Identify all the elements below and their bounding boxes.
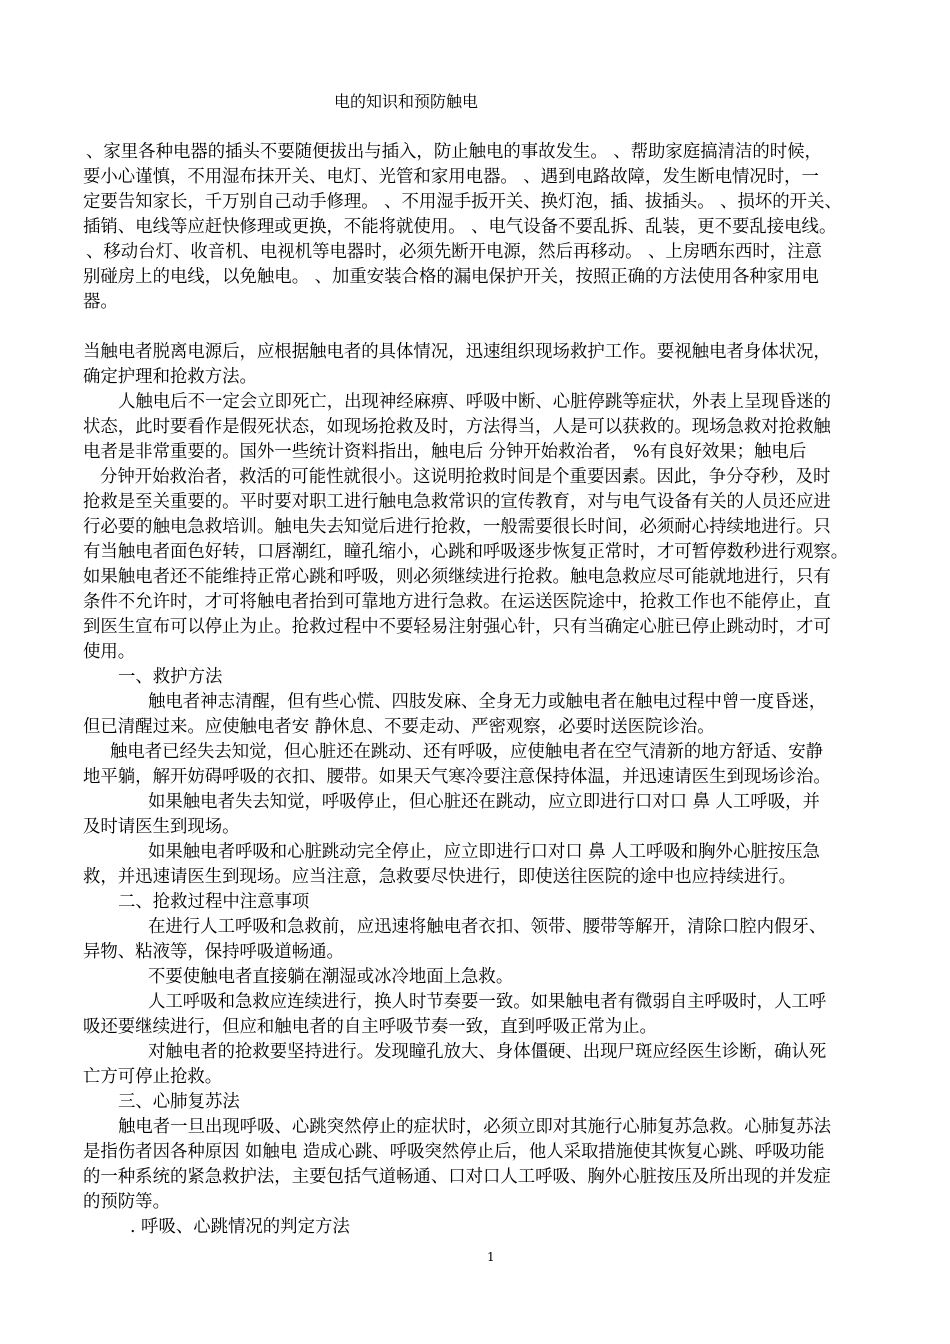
text-line: 定要告知家长，千万别自己动手修理。 、不用湿手扳开关、换灯泡，插、拔插头。 、损坏的开关、 — [83, 192, 842, 212]
text-line: 器。 — [83, 292, 118, 312]
text-line: 状态，此时要看作是假死状态，如现场抢救及时，方法得当，人是可以获救的。现场急救对抢救触 — [83, 417, 831, 437]
text-line: 要小心谨慎，不用湿布抹开关、电灯、光管和家用电器。 、遇到电路故障，发生断电情况时，一 — [83, 167, 819, 187]
text-line: 有当触电者面色好转，口唇潮红，瞳孔缩小，心跳和呼吸逐步恢复正常时，才可暂停数秒进行观察。 — [83, 542, 849, 562]
text-line: 吸还要继续进行，但应和触电者的自主呼吸节奏一致，直到呼吸正常为止。 — [83, 1017, 657, 1037]
text-line: 别碰房上的电线，以免触电。 、加重安装合格的漏电保护开关，按照正确的方法使用各种家用电 — [83, 267, 819, 287]
page-number: 1 — [487, 1250, 495, 1264]
text-line: 如果触电者失去知觉，呼吸停止，但心脏还在跳动，应立即进行口对口 鼻 人工呼吸，并 — [148, 792, 820, 812]
text-line: 使用。 — [83, 642, 136, 662]
text-line: 的一种系统的紧急救护法，主要包括气道畅通、口对口人工呼吸、胸外心脏按压及所出现的并发症 — [83, 1167, 831, 1187]
text-line: 及时请医生到现场。 — [83, 817, 240, 837]
section-heading: 一、救护方法 — [118, 667, 223, 687]
document-title: 电的知识和预防触电 — [334, 92, 479, 111]
text-line: 是指伤者因各种原因 如触电 造成心跳、呼吸突然停止后，他人采取措施使其恢复心跳、呼吸功能 — [83, 1142, 825, 1162]
text-line: 、移动台灯、收音机、电视机等电器时，必须先断开电源，然后再移动。 、上房晒东西时，注意 — [86, 242, 822, 262]
text-line: 人触电后不一定会立即死亡，出现神经麻痹、呼吸中断、心脏停跳等症状，外表上呈现昏迷的 — [118, 392, 832, 412]
text-line: 行必要的触电急救培训。触电失去知觉后进行抢救，一般需要很长时间，必须耐心持续地进行。只 — [83, 517, 831, 537]
text-line: 对触电者的抢救要坚持进行。发现瞳孔放大、身体僵硬、出现尸斑应经医生诊断，确认死 — [148, 1042, 827, 1062]
text-line: 、家里各种电器的插头不要随便拔出与插入，防止触电的事故发生。 、帮助家庭搞清洁的时候， — [86, 142, 822, 162]
text-line: 的预防等。 — [83, 1192, 170, 1212]
section-heading: 二、抢救过程中注意事项 — [118, 892, 310, 912]
text-line: 但已清醒过来。应使触电者安 静休息、不要走动、严密观察，必要时送医院诊治。 — [83, 717, 715, 737]
section-heading: 三、心肺复苏法 — [118, 1092, 240, 1112]
text-line: 地平躺，解开妨碍呼吸的衣扣、腰带。如果天气寒冷要注意保持体温，并迅速请医生到现场诊治。 — [83, 767, 831, 787]
text-line: 确定护理和抢救方法。 — [83, 367, 257, 387]
text-line: 触电者已经失去知觉，但心脏还在跳动、还有呼吸，应使触电者在空气清新的地方舒适、安静 — [110, 742, 824, 762]
text-line: 抢救是至关重要的。平时要对职工进行触电急救常识的宣传教育，对与电气设备有关的人员还应进 — [83, 492, 831, 512]
text-line: 不要使触电者直接躺在潮湿或冰冷地面上急救。 — [148, 967, 514, 987]
text-line: 插销、电线等应赶快修理或更换，不能将就使用。 、电气设备不要乱拆、乱装，更不要乱接电线。 — [83, 217, 837, 237]
text-line: 当触电者脱离电源后，应根据触电者的具体情况，迅速组织现场救护工作。要视触电者身体状况， — [83, 342, 831, 362]
text-line: 人工呼吸和急救应连续进行，换人时节奏要一致。如果触电者有微弱自主呼吸时，人工呼 — [148, 992, 827, 1012]
text-line: 到医生宣布可以停止为止。抢救过程中不要轻易注射强心针，只有当确定心脏已停止跳动时，才可 — [83, 617, 831, 637]
text-line: 如果触电者还不能维持正常心跳和呼吸，则必须继续进行抢救。触电急救应尽可能就地进行，只有 — [83, 567, 831, 587]
text-line: 亡方可停止抢救。 — [83, 1067, 223, 1087]
text-line: 触电者神志清醒，但有些心慌、四肢发麻、全身无力或触电者在触电过程中曾一度昏迷， — [148, 692, 827, 712]
subsection-heading: . 呼吸、心跳情况的判定方法 — [130, 1217, 350, 1237]
text-line: 在进行人工呼吸和急救前，应迅速将触电者衣扣、领带、腰带等解开，清除口腔内假牙、 — [148, 917, 827, 937]
text-line: 电者是非常重要的。国外一些统计资料指出，触电后 分钟开始救治者， %有良好效果；触电后 — [83, 442, 807, 462]
text-line: 如果触电者呼吸和心脏跳动完全停止，应立即进行口对口 鼻 人工呼吸和胸外心脏按压急 — [148, 842, 820, 862]
text-line: 异物、粘液等，保持呼吸道畅通。 — [83, 942, 344, 962]
text-line: 救，并迅速请医生到现场。应当注意，急救要尽快进行，即使送往医院的途中也应持续进行。 — [83, 867, 797, 887]
text-line: 触电者一旦出现呼吸、心跳突然停止的症状时，必须立即对其施行心肺复苏急救。心肺复苏法 — [118, 1117, 832, 1137]
text-line: 分钟开始救治者，救活的可能性就很小。这说明抢救时间是个重要因素。因此，争分夺秒，及时 — [100, 467, 831, 487]
text-line: 条件不允许时，才可将触电者抬到可靠地方进行急救。在运送医院途中，抢救工作也不能停止，直 — [83, 592, 831, 612]
